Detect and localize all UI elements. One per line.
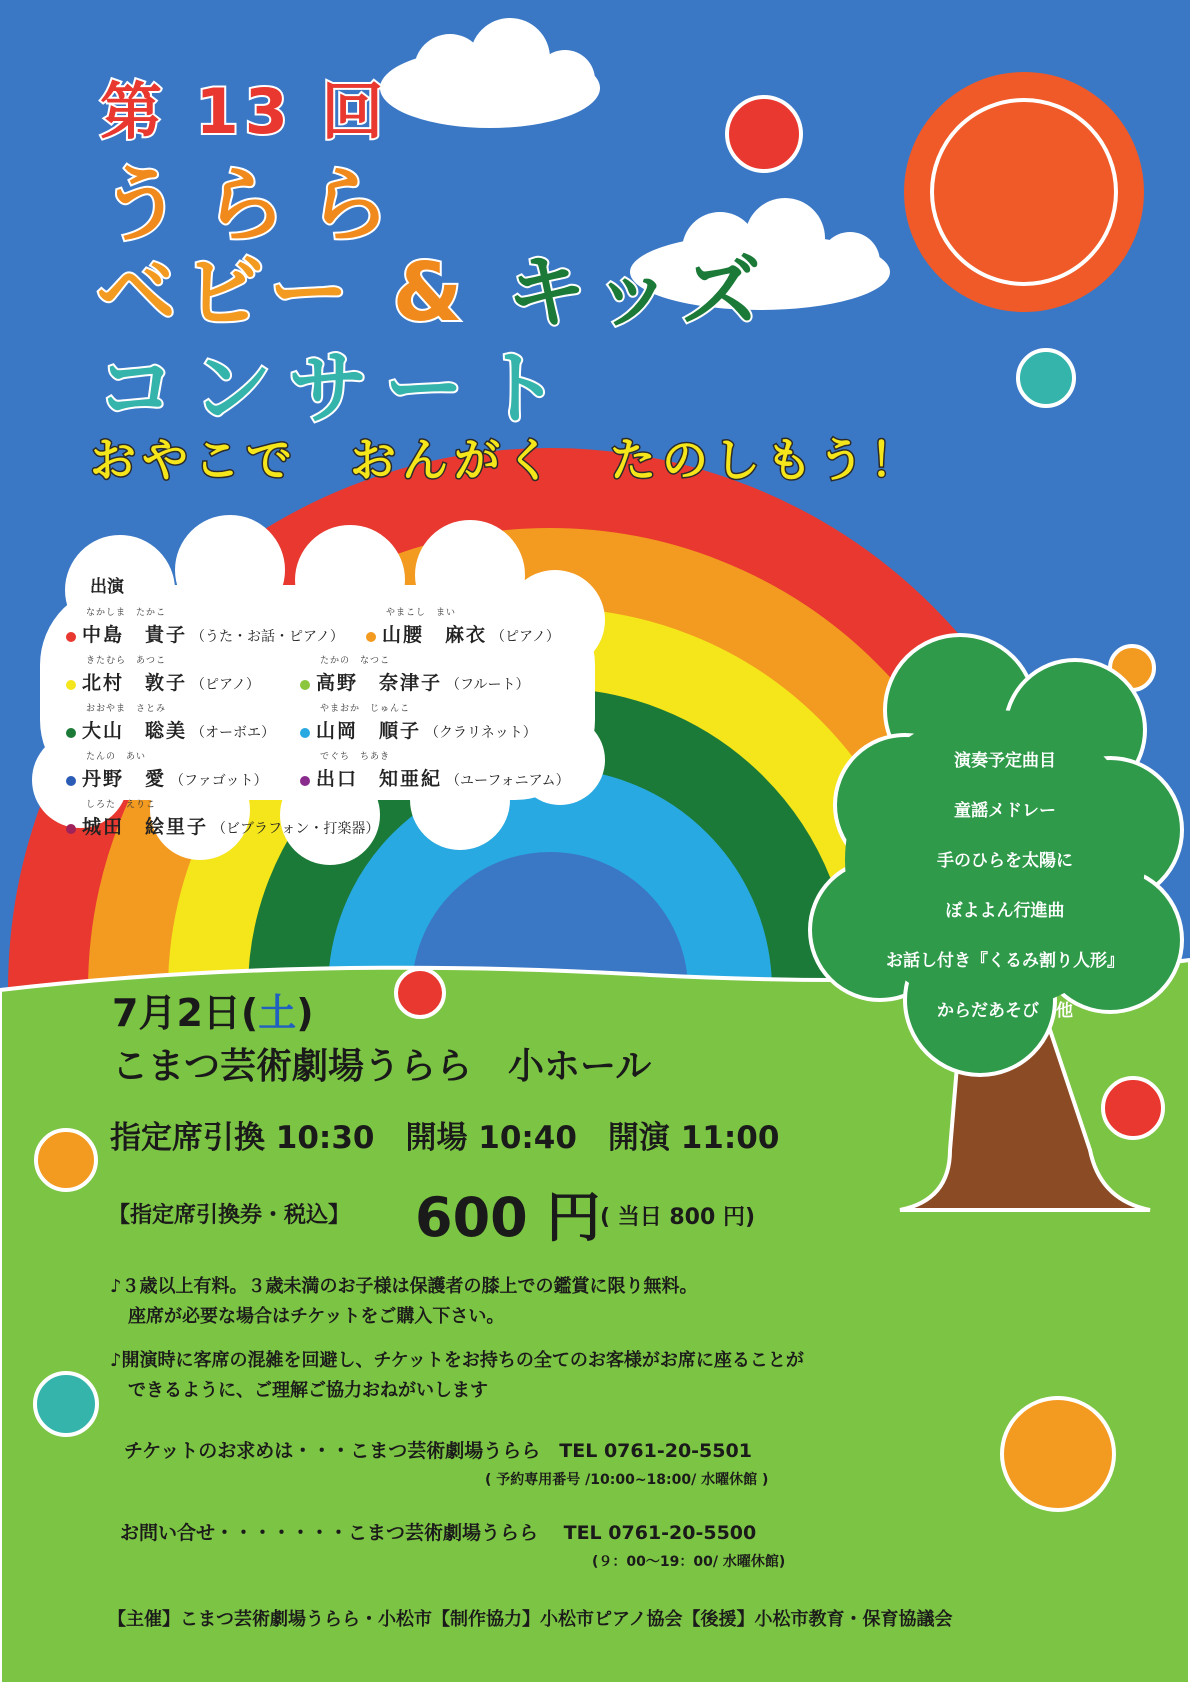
performer-dot [300, 776, 310, 786]
performer-name: 中島 貴子 [82, 624, 188, 646]
performer-dot [66, 728, 76, 738]
sun [904, 72, 1144, 312]
performer-ruby: なかしま たかこ [86, 608, 167, 618]
performer [66, 656, 260, 695]
performer [66, 752, 268, 791]
price-label: 【指定席引換券・税込】 [108, 1203, 351, 1228]
performer [66, 608, 344, 647]
note-age-line1: ♪３歳以上有料。３歳未満のお子様は保護者の膝上での鑑賞に限り無料。 [110, 1276, 698, 1297]
performer-dot [66, 776, 76, 786]
orange-dot-large [1002, 1398, 1114, 1510]
performer-instrument: （ファゴット） [170, 773, 268, 789]
performer-instrument: （オーボエ） [191, 725, 276, 741]
performer-dot [366, 632, 376, 642]
performer-dot [66, 824, 76, 834]
program-heading: 演奏予定曲目 [954, 751, 1056, 771]
performer-ruby: おおやま さとみ [86, 704, 167, 714]
performer-ruby: しろた えりこ [86, 800, 157, 810]
ticket-hours: ( 予約専用番号 /10:00~18:00/ 水曜休館 ) [485, 1472, 769, 1488]
title-concert: コンサート [96, 342, 576, 435]
inquiry-contact: お問い合せ・・・・・・・こまつ芸術劇場うらら TEL 0761-20-5500 [120, 1522, 757, 1544]
performer-instrument: （ビブラフォン・打楽器） [212, 821, 380, 837]
performer-instrument: （うた・お話・ピアノ） [191, 629, 344, 645]
performer-instrument: （ユーフォニアム） [446, 773, 570, 789]
performer-name: 高野 奈津子 [316, 672, 443, 694]
performer-ruby: たんの あい [86, 752, 147, 762]
teal-dot [1018, 350, 1074, 406]
red-dot-right [1103, 1078, 1163, 1138]
performer-ruby: やまおか じゅんこ [320, 704, 411, 714]
program-song: ぼよよん行進曲 [945, 901, 1065, 921]
performer-instrument: （フルート） [446, 677, 530, 693]
performer-name: 大山 聡美 [82, 720, 188, 742]
program-song: 童謡メドレー [954, 801, 1056, 821]
performer-instrument: （クラリネット） [425, 725, 537, 741]
event-venue: こまつ芸術劇場うらら 小ホール [112, 1046, 652, 1087]
note-seating-line2: できるように、ご理解ご協力おねがいします [110, 1380, 488, 1401]
event-times: 指定席引換 10:30 開場 10:40 開演 11:00 [110, 1120, 780, 1156]
performer [300, 752, 570, 791]
performer-dot [300, 728, 310, 738]
performer-dot [300, 680, 310, 690]
red-dot [727, 97, 801, 171]
performer-instrument: （ピアノ） [191, 677, 260, 693]
event-date: 7月2日(土) [112, 991, 314, 1035]
performer [300, 704, 537, 743]
ticket-contact: チケットのお求めは・・・こまつ芸術劇場うらら TEL 0761-20-5501 [124, 1440, 752, 1462]
price: 600 円 [415, 1186, 601, 1249]
performer-name: 城田 絵里子 [82, 816, 209, 838]
performer-dot [66, 680, 76, 690]
performer [66, 704, 276, 743]
performer-ruby: でぐち ちあき [320, 752, 391, 762]
performer-ruby: やまこし まい [386, 608, 457, 618]
program-song: お話し付き『くるみ割り人形』 [886, 951, 1124, 971]
performer-name: 出口 知亜紀 [316, 768, 443, 790]
program-song: からだあそび 他 [937, 1001, 1073, 1021]
performer [300, 656, 530, 695]
program-song: 手のひらを太陽に [937, 851, 1073, 871]
performer-name: 北村 敦子 [82, 672, 188, 694]
performer-name: 丹野 愛 [82, 768, 167, 790]
title-urara: うらら [100, 158, 413, 253]
price-day-of: ( 当日 800 円) [600, 1205, 756, 1230]
performer-name: 山腰 麻衣 [382, 624, 488, 646]
performer [66, 800, 380, 839]
inquiry-hours: (９：00～19：00/ 水曜休館) [592, 1554, 786, 1570]
note-seating-line1: ♪開演時に客席の混雑を回避し、チケットをお持ちの全てのお客様がお席に座ることが [110, 1350, 804, 1371]
orange-dot-left [36, 1130, 96, 1190]
performer-ruby: たかの なつこ [320, 656, 391, 666]
performer-instrument: （ピアノ） [491, 629, 560, 645]
performer-ruby: きたむら あつこ [86, 656, 167, 666]
teal-dot-left [35, 1373, 97, 1435]
red-dot-ground [396, 969, 444, 1017]
performer-dot [66, 632, 76, 642]
slogan: おやこで おんがく たのしもう！ [90, 433, 922, 487]
performer-name: 山岡 順子 [316, 720, 422, 742]
title-edition: 第 13 回 [100, 75, 390, 148]
performer [366, 608, 560, 647]
title-baby-kids: ベビー & キッズ [96, 246, 769, 339]
note-age-line2: 座席が必要な場合はチケットをご購入下さい。 [110, 1306, 505, 1327]
cast-heading: 出演 [90, 577, 124, 597]
organizers-footer: 【主催】こまつ芸術劇場うらら・小松市【制作協力】小松市ピアノ協会【後援】小松市教育・保育協議会 [108, 1609, 953, 1630]
